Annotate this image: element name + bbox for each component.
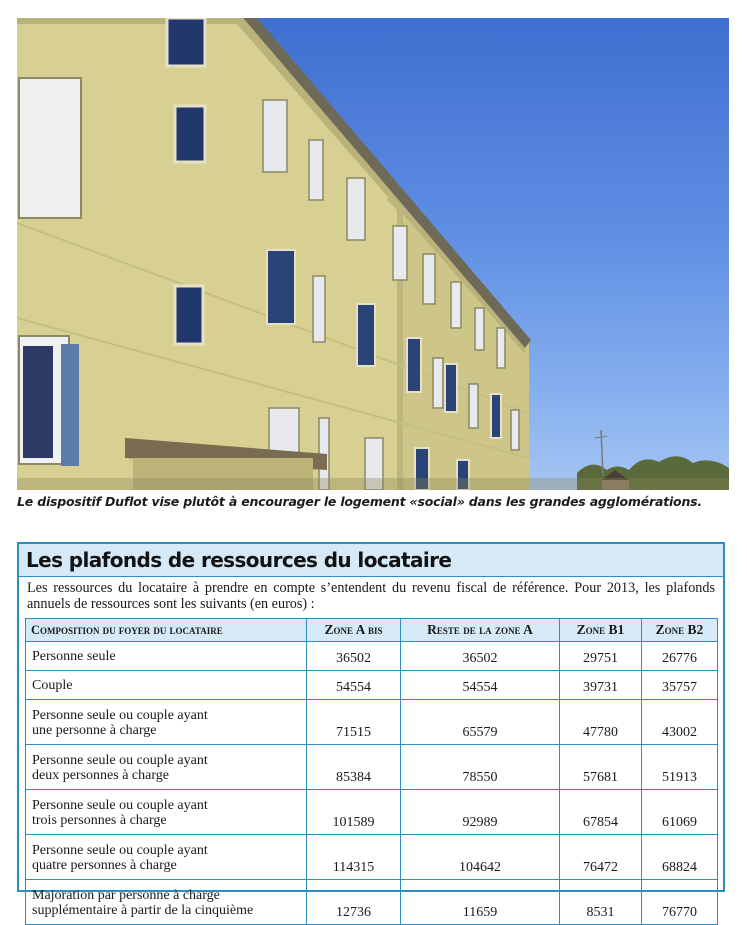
cell-value: 26776 [642, 642, 718, 671]
table-row [26, 700, 718, 745]
row-label-line: Personne seule ou couple ayant [32, 797, 208, 813]
cell-value: 11659 [401, 880, 560, 925]
cell-value: 54554 [401, 671, 560, 700]
row-label-line: quatre personnes à charge [32, 857, 177, 873]
cell-value: 47780 [560, 700, 642, 745]
cell-value: 104642 [401, 835, 560, 880]
cell-value: 57681 [560, 745, 642, 790]
row-label-line: deux personnes à charge [32, 767, 169, 783]
table-row [26, 790, 718, 835]
row-label-line: Personne seule ou couple ayant [32, 752, 208, 768]
column-header: Composition du foyer du locataire [26, 619, 307, 642]
column-header: Zone A bis [307, 619, 401, 642]
row-label [26, 671, 307, 700]
row-label-line: Personne seule ou couple ayant [32, 707, 208, 723]
column-header: Zone B1 [560, 619, 642, 642]
cell-value: 39731 [560, 671, 642, 700]
cell-value: 101589 [307, 790, 401, 835]
row-label [26, 835, 307, 880]
income-ceilings-box [17, 542, 725, 920]
cell-value: 36502 [307, 642, 401, 671]
box-intro: Les ressources du locataire à prendre en compte s’entendent du revenu fiscal de référence. Pour 2013, les plafonds annuels de ressources sont les suivants (en euros) : [27, 580, 715, 612]
cell-value: 78550 [401, 745, 560, 790]
row-label-line: trois personnes à charge [32, 812, 167, 828]
cell-value: 71515 [307, 700, 401, 745]
column-header: Reste de la zone A [401, 619, 560, 642]
building-illustration [17, 18, 729, 490]
cell-value: 114315 [307, 835, 401, 880]
cell-value: 51913 [642, 745, 718, 790]
cell-value: 92989 [401, 790, 560, 835]
cell-value: 29751 [560, 642, 642, 671]
table-row [26, 671, 718, 700]
row-label [26, 745, 307, 790]
cell-value: 85384 [307, 745, 401, 790]
row-label-line: Majoration par personne à charge [32, 887, 220, 903]
table-row [26, 642, 718, 671]
table-row [26, 835, 718, 880]
cell-value: 68824 [642, 835, 718, 880]
cell-value: 65579 [401, 700, 560, 745]
row-label-line: une personne à charge [32, 722, 157, 738]
cell-value: 76472 [560, 835, 642, 880]
cell-value: 8531 [560, 880, 642, 925]
table-row [26, 880, 718, 925]
building-photo [17, 18, 729, 490]
row-label [26, 790, 307, 835]
column-header: Zone B2 [642, 619, 718, 642]
cell-value: 35757 [642, 671, 718, 700]
table-row [26, 745, 718, 790]
table-header-row [26, 619, 718, 642]
ceilings-table [25, 618, 718, 925]
cell-value: 67854 [560, 790, 642, 835]
cell-value: 76770 [642, 880, 718, 925]
row-label [26, 700, 307, 745]
box-title: Les plafonds de ressources du locataire [19, 544, 723, 577]
row-label [26, 642, 307, 671]
row-label-line: supplémentaire à partir de la cinquième [32, 902, 254, 918]
row-label-line: Personne seule [32, 649, 116, 664]
cell-value: 12736 [307, 880, 401, 925]
cell-value: 61069 [642, 790, 718, 835]
cell-value: 36502 [401, 642, 560, 671]
photo-caption: Le dispositif Duflot vise plutôt à encourager le logement «social» dans les grandes agglomérations. [17, 494, 702, 509]
row-label-line: Couple [32, 678, 73, 693]
row-label-line: Personne seule ou couple ayant [32, 842, 208, 858]
cell-value: 54554 [307, 671, 401, 700]
cell-value: 43002 [642, 700, 718, 745]
row-label [26, 880, 307, 925]
